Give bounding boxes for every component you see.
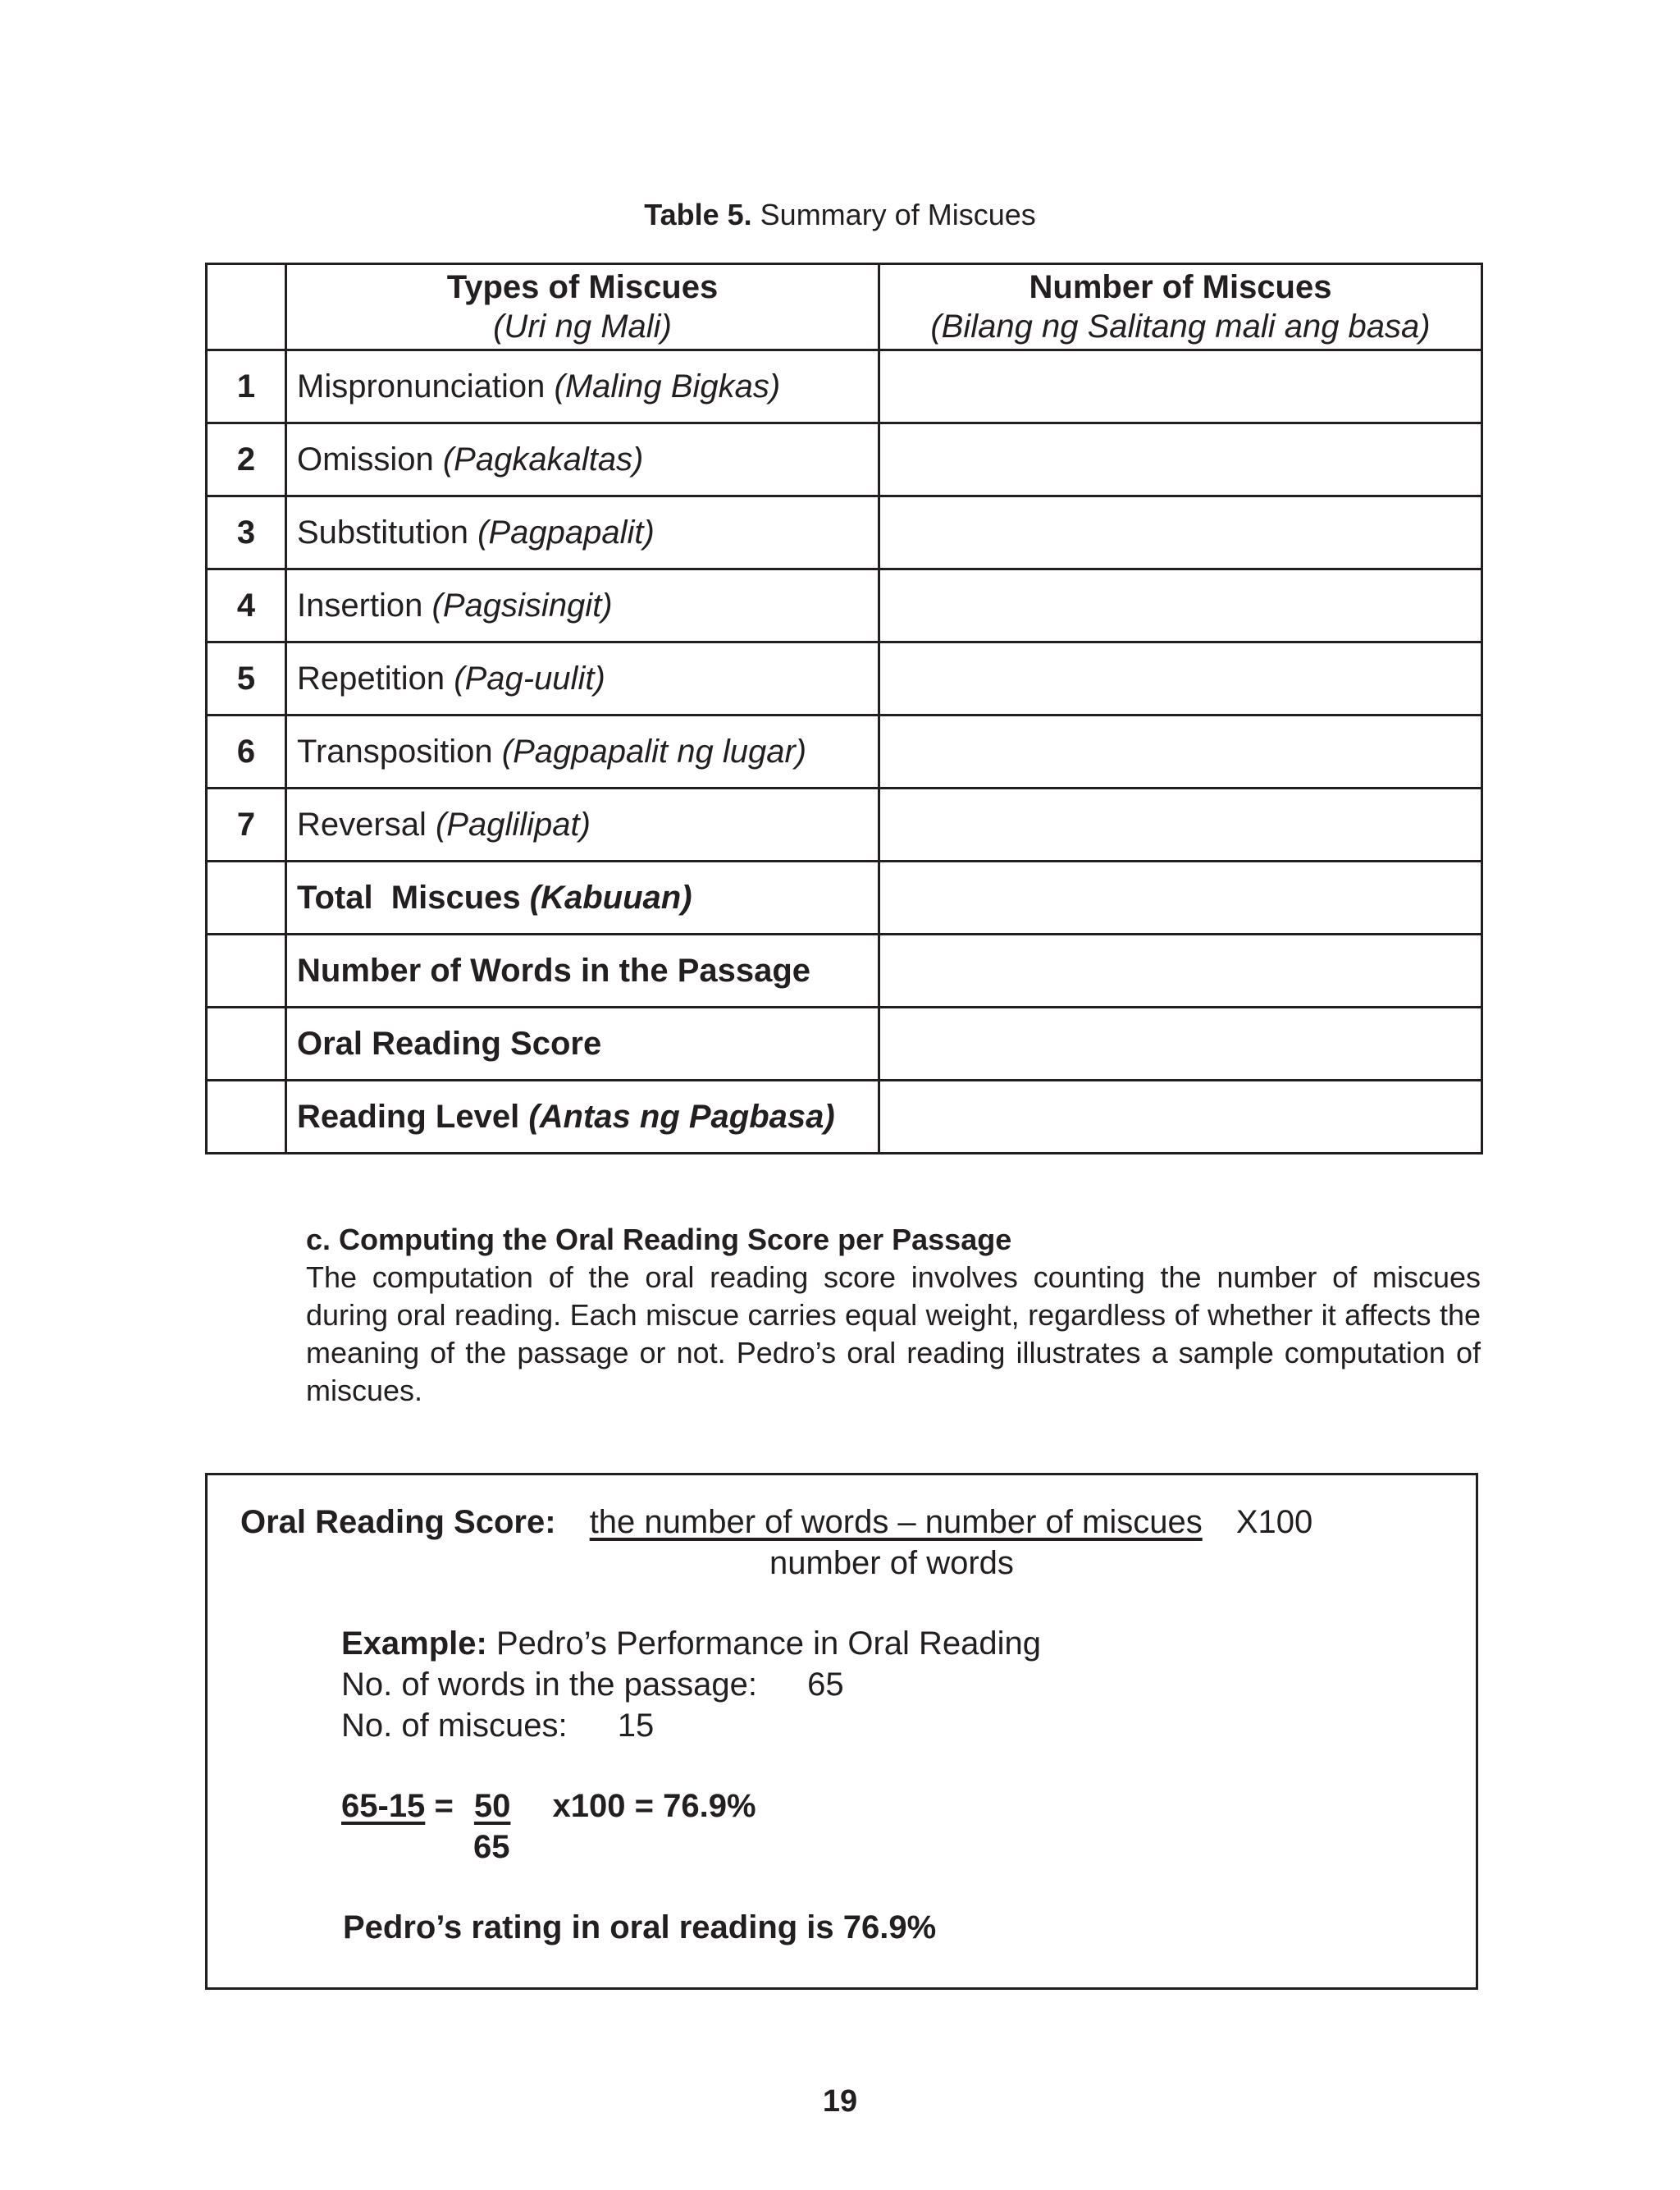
header-number-cell (207, 264, 286, 350)
miscues-line (341, 1705, 654, 1746)
header-count-cell (879, 264, 1482, 350)
row-label: Insertion (297, 587, 423, 624)
row-number: 4 (207, 569, 286, 642)
row-label: Omission (297, 441, 434, 478)
row-type-cell (286, 423, 879, 496)
table-caption-text: Summary of Miscues (760, 198, 1036, 231)
row-label: Substitution (297, 514, 469, 551)
row-translation: (Maling Bigkas) (554, 368, 781, 405)
summary-value-cell[interactable] (879, 1081, 1482, 1154)
summary-label: Total Miscues (297, 879, 521, 916)
row-type-cell (286, 789, 879, 862)
table-header-row (207, 264, 1482, 350)
header-types-subtitle: (Uri ng Mali) (493, 309, 672, 345)
example-line (341, 1623, 1041, 1664)
summary-label-cell (286, 1081, 879, 1154)
row-count-cell[interactable] (879, 350, 1482, 423)
row-type-cell (286, 716, 879, 789)
table-row (207, 642, 1482, 716)
summary-label-cell (286, 935, 879, 1008)
words-value: 65 (807, 1667, 844, 1703)
row-type-cell (286, 642, 879, 716)
row-translation: (Pag-uulit) (454, 660, 605, 697)
words-label: No. of words in the passage: (341, 1667, 757, 1703)
row-label: Repetition (297, 660, 445, 697)
row-translation: (Paglilipat) (435, 806, 591, 843)
row-count-cell[interactable] (879, 569, 1482, 642)
formula-line (240, 1502, 1312, 1543)
table-row (207, 716, 1482, 789)
calc-tail: x100 = 76.9% (552, 1788, 756, 1824)
summary-row-words (207, 935, 1482, 1008)
calc-denominator: 65 (473, 1829, 510, 1865)
summary-translation: (Antas ng Pagbasa) (528, 1098, 835, 1135)
row-count-cell[interactable] (879, 496, 1482, 569)
summary-translation: (Kabuuan) (529, 879, 692, 916)
row-type-cell (286, 569, 879, 642)
row-translation: (Pagpapalit) (477, 514, 655, 551)
table-row (207, 789, 1482, 862)
summary-label-cell (286, 862, 879, 935)
calc-line (341, 1785, 756, 1827)
row-number: 3 (207, 496, 286, 569)
words-line (341, 1664, 844, 1705)
summary-value-cell[interactable] (879, 1008, 1482, 1081)
conclusion: Pedro’s rating in oral reading is 76.9% (343, 1909, 937, 1945)
row-type-cell (286, 350, 879, 423)
summary-row-level (207, 1081, 1482, 1154)
summary-label-cell (286, 1008, 879, 1081)
row-label: Mispronunciation (297, 368, 546, 405)
row-count-cell[interactable] (879, 789, 1482, 862)
row-translation: (Pagsisingit) (431, 587, 613, 624)
formula-denominator: number of words (769, 1545, 1014, 1581)
table-row (207, 569, 1482, 642)
table-caption-label: Table 5. (644, 198, 752, 231)
row-number: 1 (207, 350, 286, 423)
summary-value-cell[interactable] (879, 935, 1482, 1008)
summary-label: Number of Words in the Passage (297, 952, 811, 989)
row-number-empty (207, 1081, 286, 1154)
row-type-cell (286, 496, 879, 569)
summary-label: Reading Level (297, 1098, 520, 1135)
header-count-subtitle: (Bilang ng Salitang mali ang basa) (930, 309, 1431, 345)
formula-multiplier: X100 (1235, 1504, 1313, 1540)
page-number: 19 (822, 2084, 858, 2119)
calc-result-num: 50 (473, 1788, 511, 1824)
header-types-cell (286, 264, 879, 350)
row-number: 7 (207, 789, 286, 862)
section-body: The computation of the oral reading score involves counting the number of miscues during oral reading. Each miscue carries equal weight, regardless of whether it affects the meaning of the passage or not. Pedro’s oral reading illustrates a sample computation of miscues. (306, 1260, 1481, 1407)
table-caption (0, 197, 1680, 233)
row-number-empty (207, 1008, 286, 1081)
row-label: Reversal (297, 806, 427, 843)
summary-label: Oral Reading Score (297, 1025, 602, 1062)
example-label: Example: (341, 1625, 487, 1662)
row-number: 5 (207, 642, 286, 716)
header-types-title: Types of Miscues (446, 269, 719, 305)
summary-value-cell[interactable] (879, 862, 1482, 935)
computation-section (306, 1221, 1481, 1410)
row-number: 2 (207, 423, 286, 496)
row-number: 6 (207, 716, 286, 789)
row-count-cell[interactable] (879, 423, 1482, 496)
table-row (207, 496, 1482, 569)
formula-label: Oral Reading Score: (240, 1504, 556, 1540)
formula-numerator: the number of words – number of miscues (589, 1504, 1203, 1540)
table-row (207, 423, 1482, 496)
table-row (207, 350, 1482, 423)
miscues-summary-table (205, 263, 1483, 1154)
summary-row-score (207, 1008, 1482, 1081)
row-label: Transposition (297, 733, 493, 770)
row-translation: (Pagkakaltas) (442, 441, 644, 478)
calc-equals: = (434, 1788, 454, 1824)
row-count-cell[interactable] (879, 642, 1482, 716)
formula-box (205, 1473, 1478, 1990)
row-number-empty (207, 862, 286, 935)
example-text: Pedro’s Performance in Oral Reading (495, 1625, 1042, 1662)
miscues-label: No. of miscues: (341, 1708, 568, 1744)
summary-row-total (207, 862, 1482, 935)
miscues-value: 15 (617, 1708, 655, 1744)
header-count-title: Number of Miscues (1029, 269, 1332, 305)
section-title: c. Computing the Oral Reading Score per Passage (306, 1223, 1012, 1256)
calc-difference: 65-15 (341, 1788, 426, 1824)
row-number-empty (207, 935, 286, 1008)
row-count-cell[interactable] (879, 716, 1482, 789)
row-translation: (Pagpapalit ng lugar) (501, 733, 807, 770)
